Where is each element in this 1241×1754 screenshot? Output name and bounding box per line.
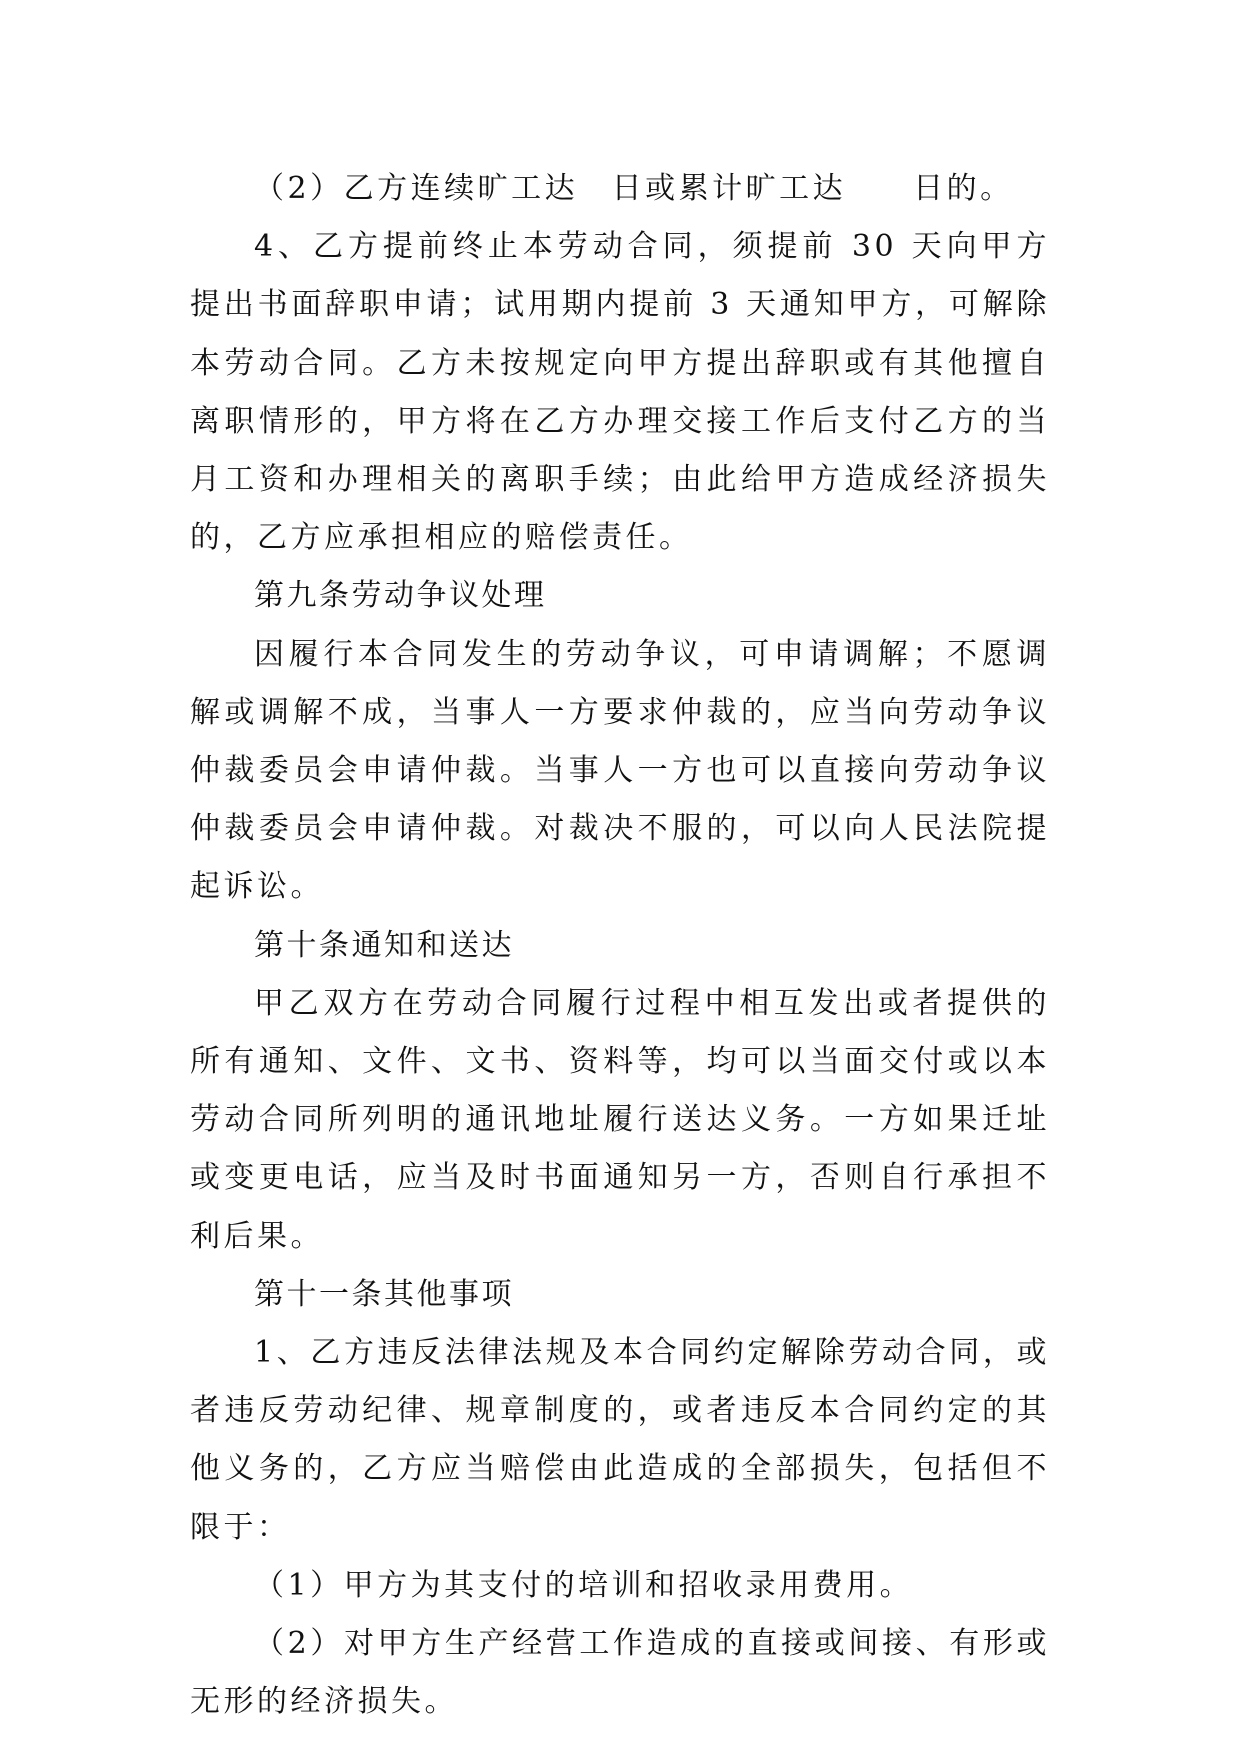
- section-heading-article-11: 第十一条其他事项: [254, 1276, 514, 1312]
- clause-notice-delivery: 甲乙双方在劳动合同履行过程中相互发出或者提供的所有通知、文件、文书、资料等，均可以当面交付或以本劳动合同所列明的通讯地址履行送达义务。一方如果迁址或变更电话，应当及时书面通知另一方，否则自行承担不利后果。: [190, 985, 1050, 1254]
- section-heading-article-9: 第九条劳动争议处理: [254, 578, 547, 614]
- document-body: [190, 160, 1050, 1731]
- clause-absence-days: （2）乙方连续旷工达 日或累计旷工达 日的。: [254, 171, 1014, 206]
- clause-dispute-resolution: 因履行本合同发生的劳动争议，可申请调解；不愿调解或调解不成，当事人一方要求仲裁的，应当向劳动争议仲裁委员会申请仲裁。当事人一方也可以直接向劳动争议仲裁委员会申请仲裁。对裁决不服的，可以向人民法院提起诉讼。: [190, 636, 1050, 905]
- clause-liability-item-1: （1）甲方为其支付的培训和招收录用费用。: [254, 1567, 914, 1603]
- clause-liability: 1、乙方违反法律法规及本合同约定解除劳动合同，或者违反劳动纪律、规章制度的，或者违反本合同约定的其他义务的，乙方应当赔偿由此造成的全部损失，包括但不限于：: [190, 1335, 1050, 1545]
- clause-early-termination: 4、乙方提前终止本劳动合同，须提前 30 天向甲方提出书面辞职申请；试用期内提前 3 天通知甲方，可解除本劳动合同。乙方未按规定向甲方提出辞职或有其他擅自离职情形的，甲方将在乙方办理交接工作后支付乙方的当月工资和办理相关的离职手续；由此给甲方造成经济损失的，乙方应承担相应的赔偿责任。: [190, 229, 1050, 556]
- clause-liability-item-2: （2）对甲方生产经营工作造成的直接或间接、有形或无形的经济损失。: [190, 1626, 1050, 1720]
- section-heading-article-10: 第十条通知和送达: [254, 927, 514, 963]
